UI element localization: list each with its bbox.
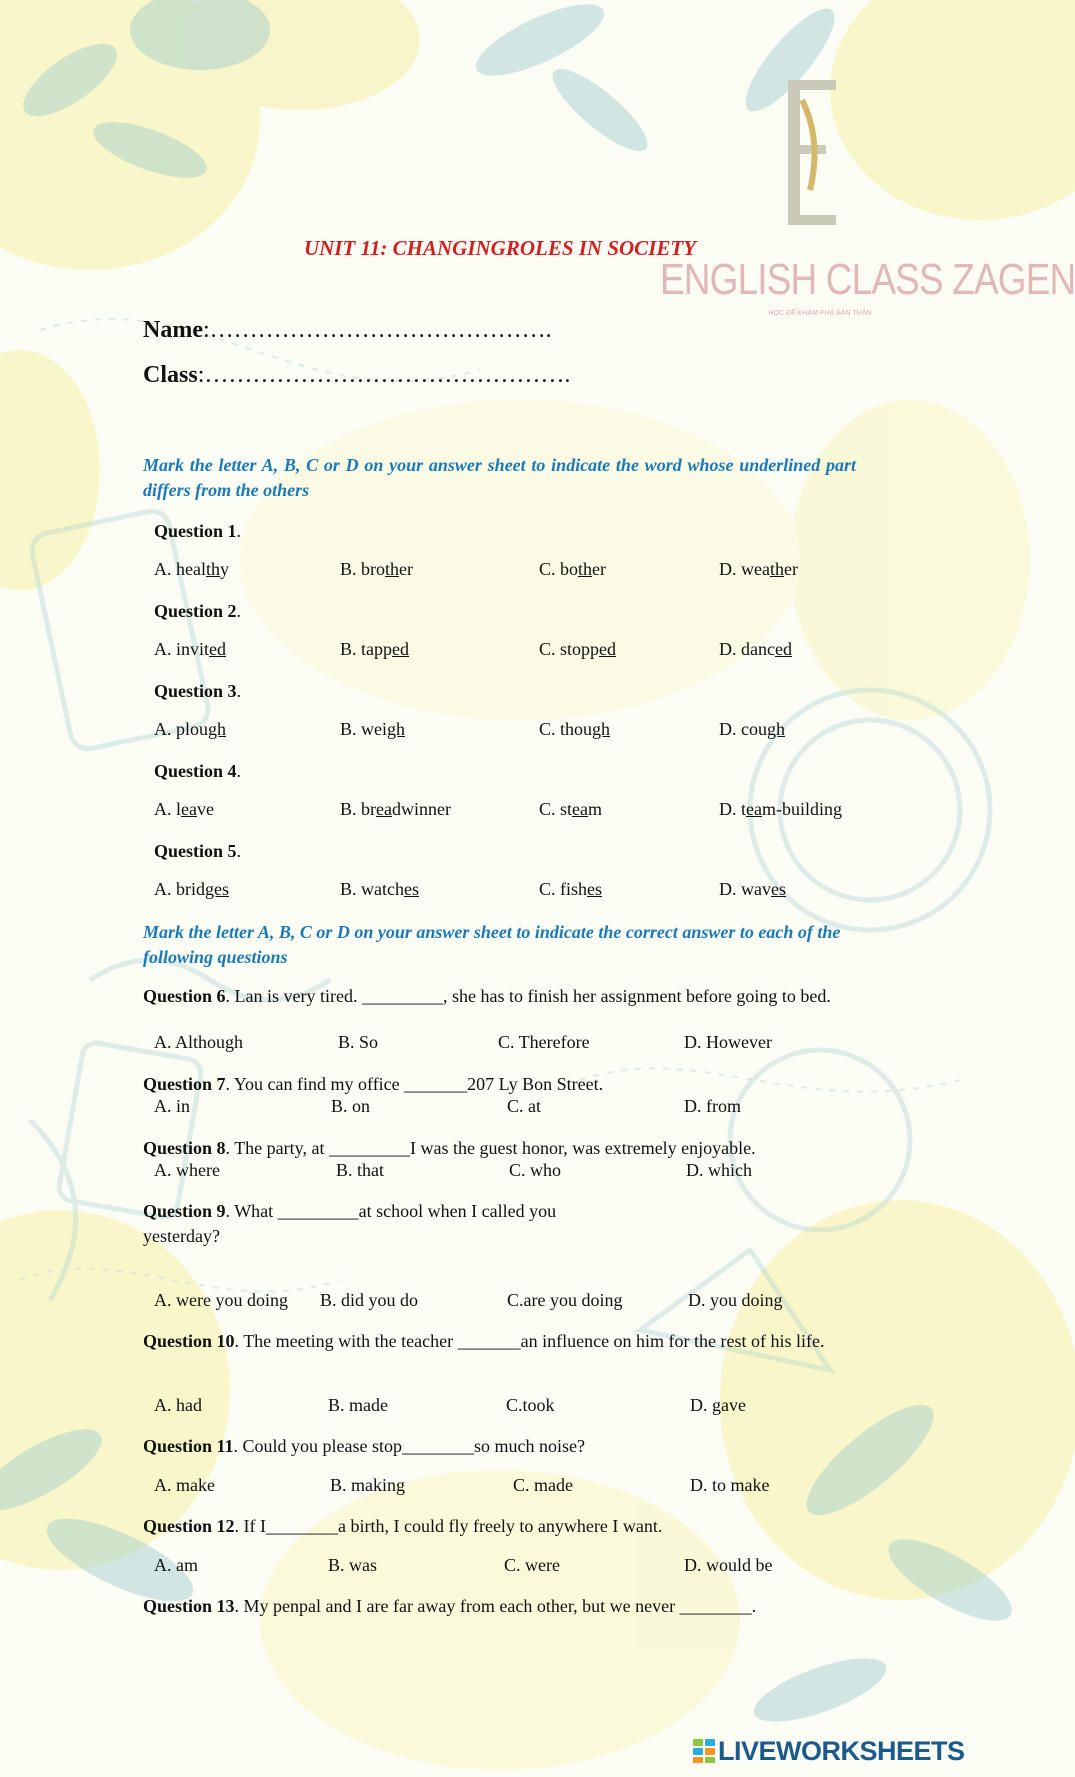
q1-option-d-prefix: D. wea — [719, 559, 770, 579]
class-label: Class — [143, 362, 198, 388]
q9-option-a[interactable]: A. were you doing — [154, 1290, 288, 1310]
question-2-period: . — [236, 601, 242, 621]
q1-option-d[interactable] — [719, 559, 798, 580]
question-10-label: Question 10 — [143, 1331, 235, 1351]
q3-option-c[interactable] — [539, 719, 610, 740]
question-5 — [154, 839, 241, 863]
q11-option-a[interactable]: A. make — [154, 1475, 215, 1495]
logo-text: ENGLISH CLASS ZAGEN — [660, 255, 1075, 304]
q3-option-a-underlined: gh — [208, 719, 226, 739]
q2-option-c-prefix: C. stopp — [539, 639, 600, 659]
q8-option-a[interactable]: A. where — [154, 1160, 220, 1180]
q1-option-c-prefix: C. bo — [539, 559, 579, 579]
q5-option-a-underlined: ges — [205, 879, 229, 899]
q11-option-d[interactable]: D. to make — [690, 1475, 770, 1495]
question-9-label: Question 9 — [143, 1201, 226, 1221]
liveworksheets-text: LIVEWORKSHEETS — [718, 1736, 965, 1766]
q12-option-b[interactable]: B. was — [328, 1555, 377, 1575]
question-7-text: . You can find my office _______207 Ly Bon Street. — [225, 1074, 604, 1094]
question-4-label: Question 4 — [154, 761, 237, 781]
q4-option-b-prefix: B. br — [340, 799, 376, 819]
q2-option-b-underlined: ed — [392, 639, 409, 659]
question-1-label: Question 1 — [154, 521, 237, 541]
q4-option-a-prefix: A. l — [154, 799, 181, 819]
q3-option-b-prefix: B. wei — [340, 719, 387, 739]
q5-option-b-prefix: B. watch — [340, 879, 404, 899]
q1-option-c-underlined: th — [578, 559, 593, 579]
q6-option-d[interactable]: D. However — [684, 1032, 772, 1052]
question-12-text: . If I________a birth, I could fly freely to anywhere I want. — [234, 1516, 663, 1536]
question-1 — [154, 519, 241, 543]
q10-option-a[interactable]: A. had — [154, 1395, 202, 1415]
q5-option-d-prefix: D. wav — [719, 879, 771, 899]
q3-option-d[interactable] — [719, 719, 785, 740]
question-6-text: . Lan is very tired. _________, she has to finish her assignment before going to bed. — [225, 986, 831, 1006]
q5-option-c-prefix: C. fish — [539, 879, 588, 899]
logo-letter-mark — [780, 70, 840, 230]
name-label: Name — [143, 317, 203, 343]
question-12-label: Question 12 — [143, 1516, 235, 1536]
q3-option-c-underlined: gh — [592, 719, 611, 739]
q5-option-d-underlined: es — [771, 879, 786, 899]
q1-option-b-suffix: er — [399, 559, 413, 579]
q2-option-c[interactable] — [539, 639, 616, 660]
q3-option-d-prefix: D. cou — [719, 719, 767, 739]
q5-option-a[interactable] — [154, 879, 229, 900]
q2-option-a[interactable] — [154, 639, 226, 660]
q4-option-a-underlined: ea — [181, 799, 197, 819]
q2-option-d-prefix: D. danc — [719, 639, 775, 659]
q1-option-b-prefix: B. bro — [340, 559, 385, 579]
q4-option-b-underlined: ea — [376, 799, 392, 819]
question-6 — [143, 985, 863, 1008]
q7-option-b[interactable]: B. on — [331, 1096, 371, 1116]
q11-option-c[interactable]: C. made — [513, 1475, 573, 1495]
q10-option-c[interactable]: C.took — [506, 1395, 555, 1415]
q5-option-d[interactable] — [719, 879, 786, 900]
class-field[interactable] — [143, 362, 570, 389]
q2-option-b-prefix: B. tapp — [340, 639, 392, 659]
q1-option-a-prefix: A. heal — [154, 559, 206, 579]
q4-option-c-suffix: m — [588, 799, 603, 819]
q2-option-b[interactable] — [340, 639, 409, 660]
q4-option-b[interactable] — [340, 799, 451, 820]
name-field[interactable] — [143, 317, 552, 344]
q2-option-d[interactable] — [719, 639, 792, 660]
q1-option-d-suffix: er — [784, 559, 798, 579]
question-8-text: . The party, at _________I was the guest honor, was extremely enjoyable. — [225, 1138, 756, 1158]
q6-option-c[interactable]: C. Therefore — [498, 1032, 590, 1052]
q7-option-a[interactable]: A. in — [154, 1096, 190, 1116]
q5-option-c[interactable] — [539, 879, 602, 900]
question-1-period: . — [236, 521, 242, 541]
q2-option-c-underlined: ed — [599, 639, 617, 659]
question-5-label: Question 5 — [154, 841, 237, 861]
q3-option-d-underlined: gh — [767, 719, 785, 739]
q7-option-d[interactable]: D. from — [684, 1096, 741, 1116]
q1-option-a[interactable] — [154, 559, 229, 580]
question-13-label: Question 13 — [143, 1596, 235, 1616]
q8-option-b[interactable]: B. that — [336, 1160, 384, 1180]
q5-option-c-underlined: es — [587, 879, 603, 899]
liveworksheets-brand[interactable] — [693, 1736, 965, 1768]
q6-option-a[interactable]: A. Although — [154, 1032, 244, 1052]
q1-option-c[interactable] — [539, 559, 606, 580]
q12-option-c[interactable]: C. were — [504, 1555, 560, 1575]
q3-option-b[interactable] — [340, 719, 405, 740]
q1-option-a-suffix: y — [220, 559, 229, 579]
question-10-text: . The meeting with the teacher _______an influence on him for the rest of his life. — [234, 1331, 825, 1351]
question-7 — [143, 1072, 603, 1096]
q1-option-c-suffix: er — [592, 559, 607, 579]
question-3 — [154, 679, 241, 703]
q3-option-a-prefix: A. plou — [154, 719, 208, 739]
name-dots: :……………………………………. — [202, 317, 552, 343]
q4-option-d-prefix: D. t — [719, 799, 746, 819]
question-3-period: . — [236, 681, 242, 701]
logo-subtext: HỌC ĐỂ KHÁM PHÁ BẢN THÂN — [768, 310, 872, 317]
q9-option-b[interactable]: B. did you do — [320, 1290, 419, 1310]
question-11-text: . Could you please stop________so much noise? — [233, 1436, 585, 1456]
q5-option-b-underlined: es — [403, 879, 419, 899]
section1-instruction: Mark the letter A, B, C or D on your answer sheet to indicate the word whose underlined part differs from the others — [143, 455, 856, 500]
question-11 — [143, 1434, 585, 1458]
q10-option-b[interactable]: B. made — [328, 1395, 388, 1415]
q8-option-d[interactable]: D. which — [686, 1160, 752, 1180]
question-9-text: . What _________at school when I called you — [225, 1201, 557, 1221]
q4-option-d-suffix: m-building — [761, 799, 842, 819]
q1-option-d-underlined: th — [769, 559, 784, 579]
q11-option-b[interactable]: B. making — [330, 1475, 405, 1495]
q3-option-c-prefix: C. thou — [539, 719, 593, 739]
q2-option-a-prefix: A. invit — [154, 639, 210, 659]
q4-option-c-prefix: C. st — [539, 799, 573, 819]
question-8 — [143, 1136, 756, 1160]
q2-option-d-underlined: ed — [774, 639, 792, 659]
question-9-text-cont: yesterday? — [143, 1226, 220, 1246]
q4-option-a[interactable] — [154, 799, 214, 820]
question-13 — [143, 1594, 756, 1618]
q3-option-a[interactable] — [154, 719, 226, 740]
question-4-period: . — [236, 761, 242, 781]
q5-option-a-prefix: A. brid — [154, 879, 205, 899]
q6-option-b[interactable]: B. So — [338, 1032, 379, 1052]
q12-option-a[interactable]: A. am — [154, 1555, 198, 1575]
question-2-label: Question 2 — [154, 601, 237, 621]
q1-option-b-underlined: th — [385, 559, 400, 579]
q5-option-b[interactable] — [340, 879, 419, 900]
q7-option-c[interactable]: C. at — [507, 1096, 541, 1116]
class-dots: :………………………………………. — [197, 362, 571, 388]
question-11-label: Question 11 — [143, 1436, 234, 1456]
q4-option-d[interactable] — [719, 799, 842, 820]
q2-option-a-underlined: ed — [209, 639, 227, 659]
question-2 — [154, 599, 241, 623]
question-9 — [143, 1199, 556, 1223]
q9-option-c[interactable]: C.are you doing — [507, 1290, 623, 1310]
question-8-label: Question 8 — [143, 1138, 226, 1158]
q12-option-d[interactable]: D. would be — [684, 1555, 773, 1575]
worksheet-title: UNIT 11: CHANGINGROLES IN SOCIETY — [303, 236, 697, 260]
liveworksheets-logo-icon — [693, 1739, 715, 1763]
q4-option-d-underlined: ea — [746, 799, 762, 819]
question-13-text: . My penpal and I are far away from each other, but we never ________. — [234, 1596, 757, 1616]
q9-option-d[interactable]: D. you doing — [688, 1290, 783, 1310]
brand-logo — [660, 70, 1075, 317]
q4-option-b-suffix: dwinner — [391, 799, 451, 819]
question-4 — [154, 759, 241, 783]
q8-option-c[interactable]: C. who — [509, 1160, 562, 1180]
section2-instruction: Mark the letter A, B, C or D on your answer sheet to indicate the correct answer to each of the following questions — [143, 922, 841, 967]
q4-option-c[interactable] — [539, 799, 602, 820]
q10-option-d[interactable]: D. gave — [690, 1395, 746, 1415]
q3-option-b-underlined: gh — [387, 719, 405, 739]
q1-option-b[interactable] — [340, 559, 413, 580]
q1-option-a-underlined: th — [205, 559, 220, 579]
question-10 — [143, 1329, 863, 1354]
question-3-label: Question 3 — [154, 681, 237, 701]
q4-option-a-suffix: ve — [196, 799, 214, 819]
q4-option-c-underlined: ea — [572, 799, 588, 819]
question-5-period: . — [236, 841, 242, 861]
question-7-label: Question 7 — [143, 1074, 226, 1094]
question-6-label: Question 6 — [143, 986, 226, 1006]
question-12 — [143, 1514, 662, 1538]
